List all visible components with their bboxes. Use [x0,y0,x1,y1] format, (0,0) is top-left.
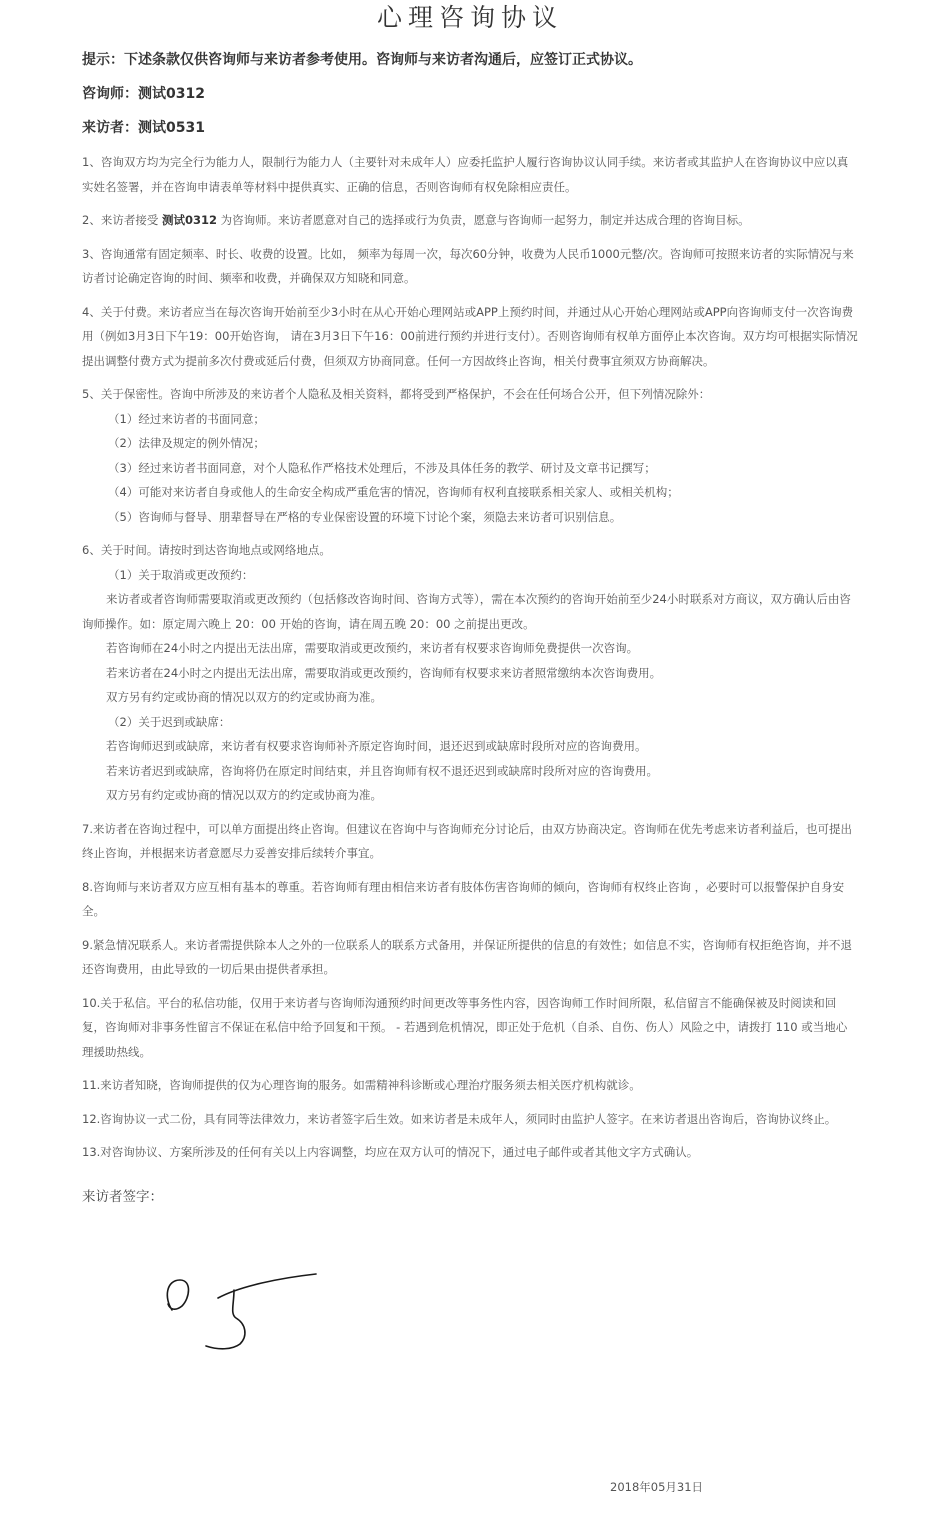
clause-6-sub2-heading: （2）关于迟到或缺席： [108,714,231,729]
page-title: 心理咨询协议 [376,3,563,32]
clause-1: 1、咨询双方均为完全行为能力人，限制行为能力人（主要针对未成年人）应委托监护人履行咨询协议认同手续。来访者或其监护人在咨询协议中应以真实姓名签署，并在咨询申请表单等材料中提供真实、正确的信息，否则咨询师有权免除相应责任。 [82,155,849,194]
clause-6-sub1-para: 来访者或者咨询师需要取消或更改预约（包括修改咨询时间、咨询方式等），需在本次预约的咨询开始前至少24小时联系对方商议，双方确认后由咨询师操作。如：原定周六晚上 20：00 开始的咨询，请在周五晚 20：00 之前提出更改。 [82,592,851,631]
clause-2-counselor: 测试0312 [161,213,217,227]
clause-6-sub2-para: 若咨询师迟到或缺席，来访者有权要求咨询师补齐原定咨询时间，退还迟到或缺席时段所对应的咨询费用。 [106,739,647,753]
clause-12: 12.咨询协议一式二份，具有同等法律效力，来访者签字后生效。如来访者是未成年人，须同时由监护人签字。在来访者退出咨询后，咨询协议终止。 [82,1111,837,1126]
clause-6-sub2-para: 若来访者迟到或缺席，咨询将仍在原定时间结束，并且咨询师有权不退还迟到或缺席时段所对应的咨询费用。 [106,763,658,778]
clause-2-pre: 2、来访者接受 [82,213,162,227]
clause-4: 4、关于付费。来访者应当在每次咨询开始前至少3小时在从心开始心理网站或APP上预约时间，并通过从心开始心理网站或APP向咨询师支付一次咨询费用（例如3月3日下午19：00开始咨询， 请在3月3日下午16：00前进行预约并进行支付）。否则咨询师有权单方面停止本次咨询。双方均可根据实际情况提出调整付费方式为提前多次付费或延后付费，但须双方协商同意。任何一方因故终止咨询，相关付费事宜须双方协商解决。 [82,304,858,368]
counselor-name: 测试0312 [138,86,205,102]
hint-text: 提示：下述条款仅供咨询师与来访者参考使用。咨询师与来访者沟通后，应签订正式协议。 [82,52,642,68]
visitor-line [82,118,858,138]
clause-6 [82,538,858,808]
clause-2-post: 为咨询师。来访者愿意对自己的选择或行为负责，愿意与咨询师一起努力，制定并达成合理的咨询目标。 [217,213,750,227]
clause-6-sub1-heading: （1）关于取消或更改预约： [108,567,254,582]
clause-6-intro: 6、关于时间。请按时到达咨询地点或网络地点。 [82,543,331,557]
clause-5-item: （2）法律及规定的例外情况； [108,436,265,450]
clause-5 [82,382,858,529]
visitor-label: 来访者： [82,120,138,136]
clause-5-item: （1）经过来访者的书面同意； [108,411,265,426]
clause-11: 11.来访者知晓，咨询师提供的仅为心理咨询的服务。如需精神科诊断或心理治疗服务须去相关医疗机构就诊。 [82,1078,641,1092]
clause-8: 8.咨询师与来访者双方应互相有基本的尊重。若咨询师有理由相信来访者有肢体伤害咨询师的倾向，咨询师有权终止咨询 ，必要时可以报警保护自身安全。 [82,879,845,918]
clause-6-sub2-para: 双方另有约定或协商的情况以双方的约定或协商为准。 [106,788,382,802]
visitor-name: 测试0531 [138,120,205,136]
counselor-line [82,84,858,104]
clause-13: 13.对咨询协议、方案所涉及的任何有关以上内容调整，均应在双方认可的情况下，通过电子邮件或者其他文字方式确认。 [82,1145,699,1159]
counselor-label: 咨询师： [82,86,138,102]
clause-6-sub1-para: 双方另有约定或协商的情况以双方的约定或协商为准。 [106,690,382,704]
clause-3: 3、咨询通常有固定频率、时长、收费的设置。比如， 频率为每周一次，每次60分钟，收费为人民币1000元整/次。咨询师可按照来访者的实际情况与来访者讨论确定咨询的时间、频率和收费，并确保双方知晓和同意。 [82,246,854,285]
signature-label: 来访者签字： [82,1188,163,1205]
clauses [82,150,858,1165]
signature-date: 2018年05月31日 [610,1480,704,1494]
clause-2 [82,208,858,233]
clause-7: 7.来访者在咨询过程中，可以单方面提出终止咨询。但建议在咨询中与咨询师充分讨论后，由双方协商决定。咨询师在优先考虑来访者利益后，也可提出终止咨询，并根据来访者意愿尽力妥善安排后续转介事宜。 [82,821,852,860]
clause-5-intro: 5、关于保密性。咨询中所涉及的来访者个人隐私及相关资料，都将受到严格保护，不会在任何场合公开，但下列情况除外： [82,387,711,401]
clause-9: 9.紧急情况联系人。来访者需提供除本人之外的一位联系人的联系方式备用，并保证所提供的信息的有效性；如信息不实，咨询师有权拒绝咨询，并不退还咨询费用，由此导致的一切后果由提供者承担。 [82,937,852,976]
handwritten-signature-image [150,1268,330,1358]
clause-6-sub1-para: 若来访者在24小时之内提出无法出席，需要取消或更改预约，咨询师有权要求来访者照常缴纳本次咨询费用。 [106,665,662,680]
clause-6-sub1-para: 若咨询师在24小时之内提出无法出席，需要取消或更改预约，来访者有权要求咨询师免费提供一次咨询。 [106,641,639,655]
clause-10: 10.关于私信。平台的私信功能，仅用于来访者与咨询师沟通预约时间更改等事务性内容，因咨询师工作时间所限，私信留言不能确保被及时阅读和回复，咨询师对非事务性留言不保证在私信中给予回复和干预。 - 若遇到危机情况，即正处于危机（自杀、自伤、伤人）风险之中，请拨打 110 或当地心理援助热线。 [82,995,848,1059]
clause-5-item: （4）可能对来访者自身或他人的生命安全构成严重危害的情况，咨询师有权利直接联系相关家人、或相关机构； [108,485,679,499]
clause-5-item: （3）经过来访者书面同意，对个人隐私作严格技术处理后，不涉及具体任务的教学、研讨及文章书记撰写； [108,460,656,475]
clause-5-item: （5）咨询师与督导、朋辈督导在严格的专业保密设置的环境下讨论个案，须隐去来访者可识别信息。 [108,509,622,524]
